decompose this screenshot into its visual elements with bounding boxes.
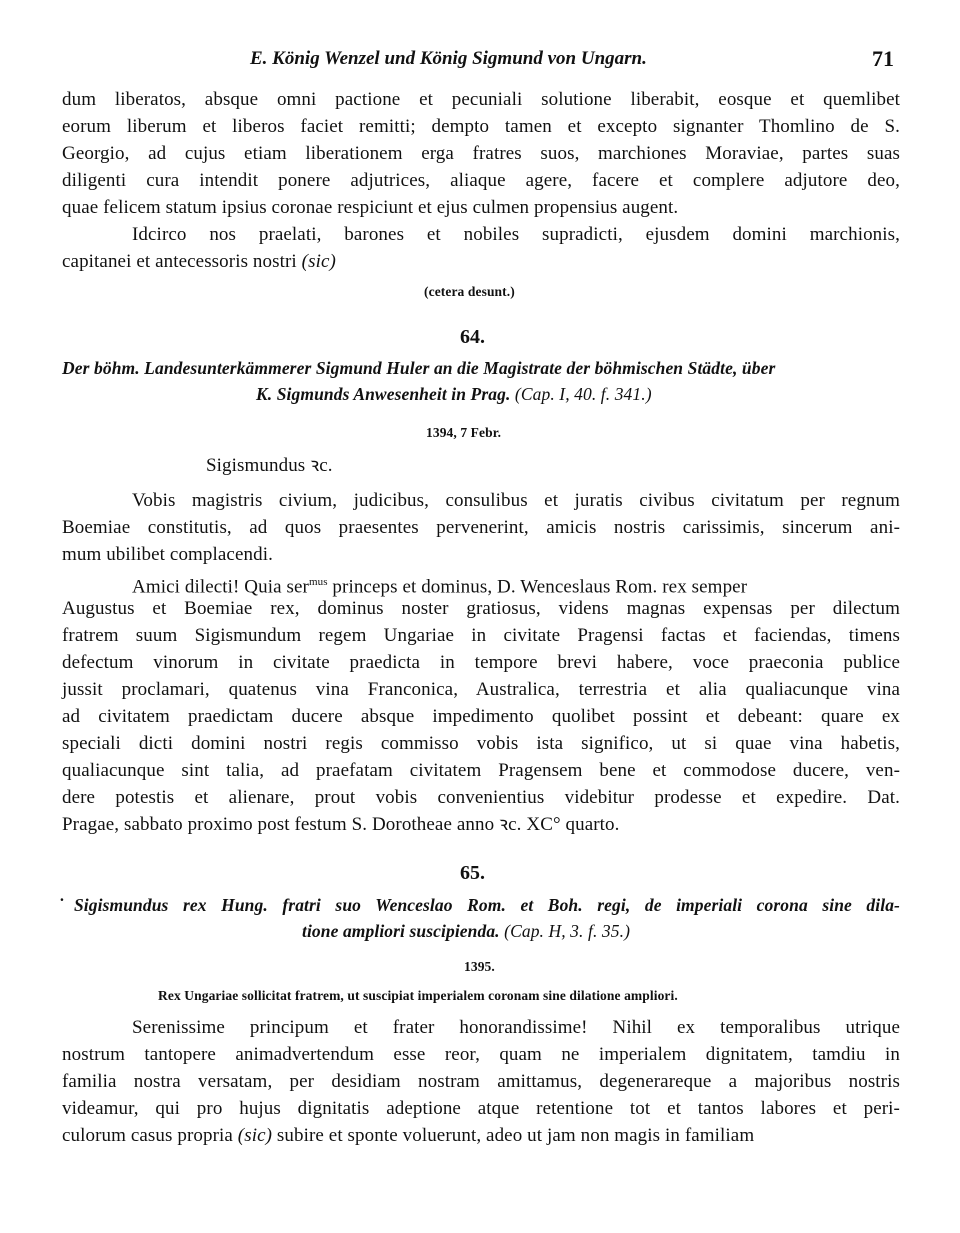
text-line: ad civitatem praedictam ducere absque impedimento quolibet possint et debeant: quare ex [62,706,900,727]
text-span: princeps et dominus, D. Wenceslaus Rom. rex semper [327,576,748,598]
document-heading: ˙Sigismundus rex Hung. fratri suo Wenceslao Rom. et Boh. regi, de imperiali corona sine dila- [58,895,900,915]
text-line: videamur, qui pro hujus dignitatis adeptione atque retentione tot et tantos labores et peri- [62,1098,900,1119]
text-span: culorum casus propria [62,1125,238,1146]
text-line: Georgio, ad cujus etiam liberationem erga fratres suos, marchiones Moraviae, partes suas [62,143,900,164]
text-line [62,1124,754,1148]
document-number-65: 65. [460,862,485,884]
text-span [132,570,747,599]
text-span: capitanei et antecessoris nostri [62,251,297,272]
source-reference: (Cap. H, 3. f. 35.) [504,921,630,941]
document-heading [256,382,652,406]
document-heading [302,919,630,943]
page-number: 71 [872,46,894,71]
text-line: jussit proclamari, quatenus vina Franconica, Australica, terrestria et alia qualiacunque vina [62,679,900,700]
text-line: Boemiae constitutis, ad quos praesentes pervenerint, amicis nostris carissimis, sincerum ani- [62,517,900,538]
sic-note: (sic) [301,251,336,272]
document-summary: Rex Ungariae sollicitat fratrem, ut suscipiat imperialem coronam sine dilatione ampliori. [158,988,678,1003]
text-line: qualiacunque sint talia, ad praefatam civitatem Pragensem bene et commodose ducere, ven- [62,760,900,781]
text-line: diligenti cura intendit ponere adjutrices, aliaque agere, facere et complere adjutore deo, [62,170,900,191]
text-line: Idcirco nos praelati, barones et nobiles supradicti, ejusdem domini marchionis, [132,224,900,245]
text-line: Pragae, sabbato proximo post festum S. Dorotheae anno ꝛc. XC° quarto. [62,814,620,835]
text-line: dere potestis et alienare, prout vobis convenientius videbitur prodesse et expedire. Dat. [62,787,900,808]
document-number-64: 64. [460,326,485,348]
text-line: Serenissime principum et frater honorandissime! Nihil ex temporalibus utrique [132,1017,900,1038]
document-heading: Der böhm. Landesunterkämmerer Sigmund Huler an die Magistrate der böhmischen Städte, über [62,358,776,378]
document-date: 1395. [464,959,495,974]
text-line: mum ubilibet complacendi. [62,544,273,565]
text-line: eorum liberum et liberos faciet remitti; dempto tamen et excepto signanter Thomlino de S. [62,116,900,137]
text-line: fratrem suum Sigismundum regem Ungariae in civitate Pragensi factas et faciendas, timens [62,625,900,646]
text-line [132,570,900,599]
text-span: Amici dilecti! Quia ser [132,576,309,598]
text-line: Vobis magistris civium, judicibus, consulibus et juratis civibus civitatum per regnum [132,490,900,511]
text-line: defectum vinorum in civitate praedicta in tempore brevi habere, voce praeconia publice [62,652,900,673]
text-span: subire et sponte voluerunt, adeo ut jam non magis in familiam [272,1125,755,1146]
sic-note: (sic) [237,1125,273,1146]
superscript-abbrev: mus [308,576,328,588]
text-line: Augustus et Boemiae rex, dominus noster gratiosus, videns magnas expensas per dilectum [62,598,900,619]
running-header: E. König Wenzel und König Sigmund von Ungarn. [250,48,647,69]
text-line: quae felicem statum ipsius coronae respiciunt et ejus culmen propensius augent. [62,197,679,218]
text-line: familia nostra versatam, per desidiam nostram amittamus, degenerareque a majoribus nostris [62,1071,900,1092]
cetera-desunt-note: (cetera desunt.) [424,284,515,299]
heading-text: tione ampliori suscipienda. [302,921,500,941]
text-line: speciali dicti domini nostri regis commisso vobis ista significo, ut si quae vina habetis, [62,733,900,754]
salutation: Sigismundus ꝛc. [206,455,333,476]
text-line [62,250,336,274]
document-date: 1394, 7 Febr. [426,425,502,440]
source-reference: (Cap. I, 40. f. 341.) [514,384,652,404]
text-line: dum liberatos, absque omni pactione et pecuniali solutione liberabit, eosque et quemlibet [62,89,900,110]
text-line: nostrum tantopere animadvertendum esse reor, quam ne imperialem dignitatem, tamdiu in [62,1044,900,1065]
heading-text: K. Sigmunds Anwesenheit in Prag. [256,384,511,404]
